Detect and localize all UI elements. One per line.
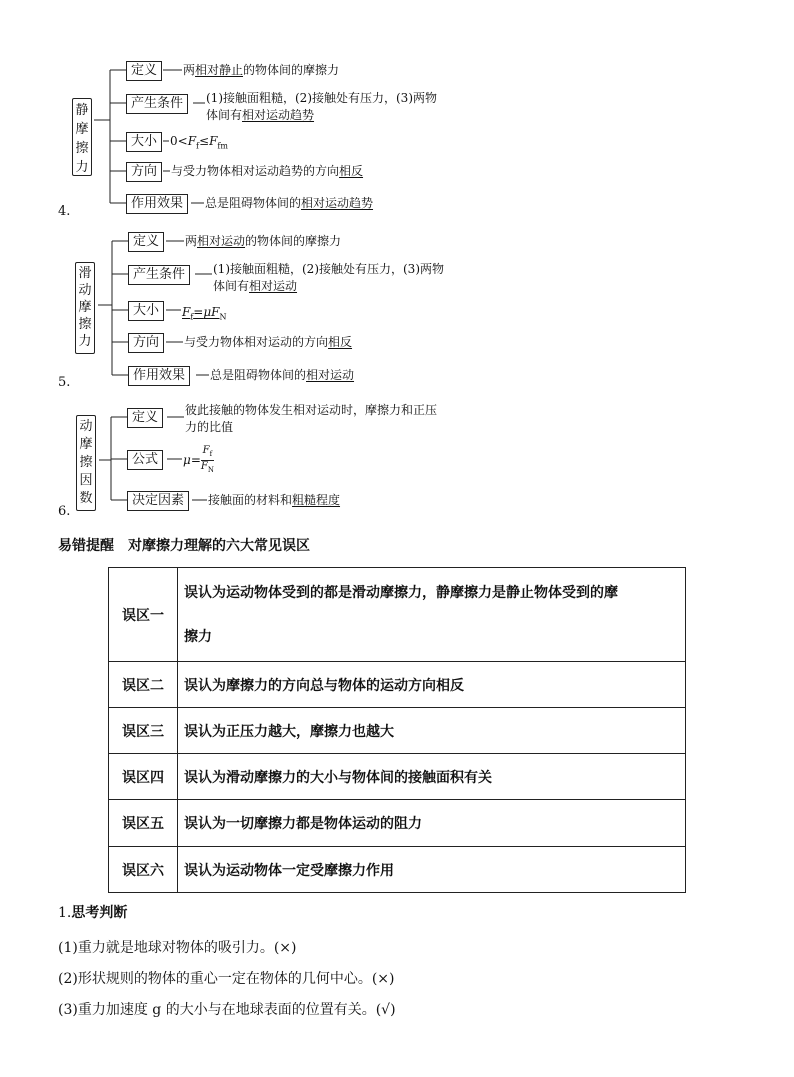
d4-magnitude-formula: $0<F_f\le F_{fm}$ xyxy=(170,134,228,151)
d4-magnitude-label: 大小 xyxy=(126,132,162,152)
table-row xyxy=(109,754,686,800)
d5-magnitude-label: 大小 xyxy=(128,301,164,321)
d5-effect-text: 总是阻碍物体间的相对运动 xyxy=(210,368,355,382)
table-row xyxy=(109,708,686,754)
d4-definition-label: 定义 xyxy=(126,61,162,81)
judgement-item: (3)重力加速度 g 的大小与在地球表面的位置有关。(√) xyxy=(58,1002,396,1018)
d6-factor-text: 接触面的材料和粗糙程度 xyxy=(208,493,341,507)
d4-effect-text: 总是阻碍物体间的相对运动趋势 xyxy=(205,196,374,210)
error-text: 误认为滑动摩擦力的大小与物体间的接触面积有关 xyxy=(178,754,686,800)
error-key: 误区二 xyxy=(109,662,178,708)
static-friction-title: 静摩擦力 xyxy=(72,98,92,176)
d4-condition-label: 产生条件 xyxy=(126,94,188,114)
friction-coefficient-title: 动摩擦因数 xyxy=(76,415,96,511)
error-text: 误认为运动物体受到的都是滑动摩擦力，静摩擦力是静止物体受到的摩 擦力 xyxy=(178,568,686,662)
error-text: 误认为摩擦力的方向总与物体的运动方向相反 xyxy=(178,662,686,708)
error-key: 误区一 xyxy=(109,568,178,662)
d5-effect-label: 作用效果 xyxy=(128,366,190,386)
error-key: 误区三 xyxy=(109,708,178,754)
d6-factor-label: 决定因素 xyxy=(127,491,189,511)
judgement-item: (2)形状规则的物体的重心一定在物体的几何中心。(×) xyxy=(58,971,395,987)
d6-formula-label: 公式 xyxy=(127,450,163,470)
table-row xyxy=(109,568,686,662)
d5-condition-text: (1)接触面粗糙，(2)接触处有压力，(3)两物 体间有相对运动 xyxy=(213,262,444,293)
think-heading: 1.思考判断 xyxy=(58,905,128,921)
error-text: 误认为一切摩擦力都是物体运动的阻力 xyxy=(178,800,686,847)
table-row xyxy=(109,847,686,893)
d6-number: 6. xyxy=(58,504,71,519)
error-key: 误区四 xyxy=(109,754,178,800)
d4-number: 4. xyxy=(58,204,71,219)
d6-definition-label: 定义 xyxy=(127,408,163,428)
d4-definition-text: 两相对静止的物体间的摩擦力 xyxy=(183,63,340,77)
error-key: 误区六 xyxy=(109,847,178,893)
error-key: 误区五 xyxy=(109,800,178,847)
d6-formula: μ= $\frac{F_f}{F_N}$ xyxy=(183,445,214,474)
d5-definition-label: 定义 xyxy=(128,232,164,252)
misconception-table xyxy=(108,567,686,893)
error-text: 误认为运动物体一定受摩擦力作用 xyxy=(178,847,686,893)
d5-condition-label: 产生条件 xyxy=(128,265,190,285)
table-row xyxy=(109,662,686,708)
d6-definition-text: 彼此接触的物体发生相对运动时，摩擦力和正压 力的比值 xyxy=(185,403,438,434)
error-text: 误认为正压力越大，摩擦力也越大 xyxy=(178,708,686,754)
d5-direction-label: 方向 xyxy=(128,333,164,353)
judgement-item: (1)重力就是地球对物体的吸引力。(×) xyxy=(58,940,297,956)
sliding-friction-title: 滑动摩擦力 xyxy=(75,262,95,354)
section-heading: 易错提醒 对摩擦力理解的六大常见误区 xyxy=(58,538,310,554)
d4-direction-text: 与受力物体相对运动趋势的方向相反 xyxy=(171,164,364,178)
d5-number: 5. xyxy=(58,375,71,390)
d4-condition-text: (1)接触面粗糙，(2)接触处有压力，(3)两物 体间有相对运动趋势 xyxy=(206,91,437,122)
d5-direction-text: 与受力物体相对运动的方向相反 xyxy=(184,335,353,349)
d5-magnitude-formula: $F_f=\mu F_N$ xyxy=(182,305,227,322)
table-row xyxy=(109,800,686,847)
d4-direction-label: 方向 xyxy=(126,162,162,182)
d5-definition-text: 两相对运动的物体间的摩擦力 xyxy=(185,234,342,248)
d4-effect-label: 作用效果 xyxy=(126,194,188,214)
